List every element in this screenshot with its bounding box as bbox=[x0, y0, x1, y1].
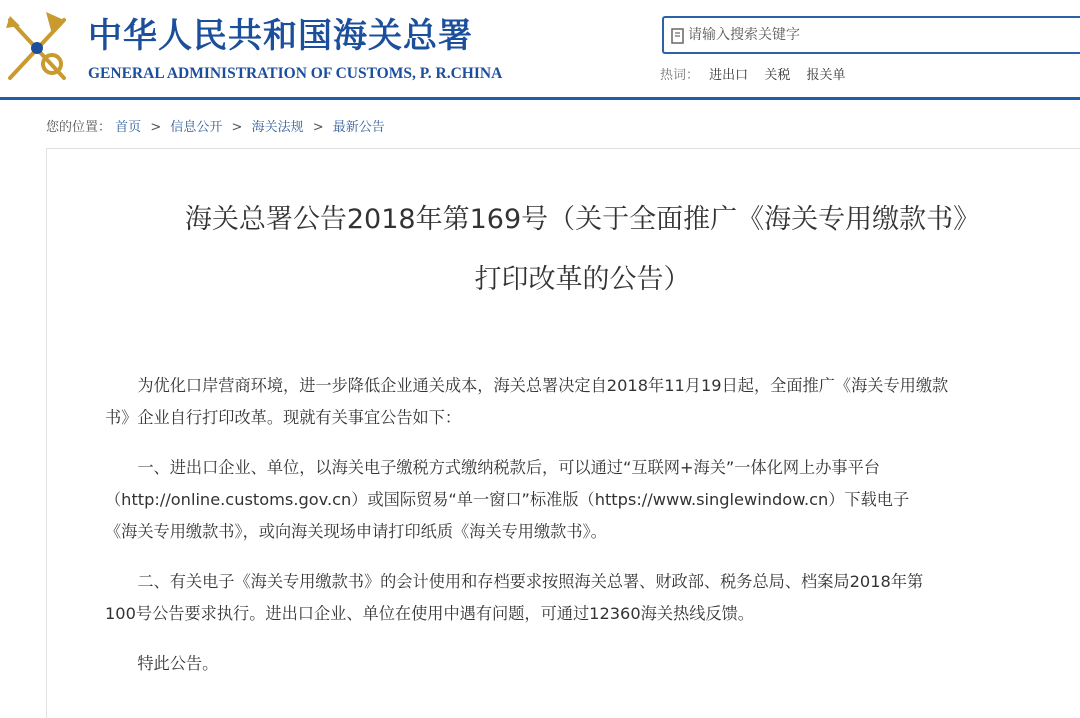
hotword-link[interactable]: 进出口 bbox=[709, 68, 749, 83]
breadcrumb-separator: > bbox=[150, 120, 162, 135]
article-title-line2: 打印改革的公告） bbox=[474, 264, 691, 295]
breadcrumb-separator: > bbox=[312, 120, 324, 135]
site-title-en[interactable]: GENERAL ADMINISTRATION OF CUSTOMS, P. R.CHINA bbox=[88, 65, 503, 82]
site-title-cn[interactable]: 中华人民共和国海关总署 bbox=[88, 16, 473, 56]
search-icon[interactable] bbox=[670, 28, 686, 44]
hotwords-label: 热词： bbox=[660, 68, 700, 83]
breadcrumb-prefix: 您的位置： bbox=[46, 120, 112, 135]
article-paragraph bbox=[105, 452, 1055, 548]
article-paragraph bbox=[105, 566, 1055, 630]
hotword-link[interactable]: 关税 bbox=[764, 68, 791, 83]
search-box[interactable] bbox=[662, 16, 1080, 54]
breadcrumb bbox=[46, 116, 385, 135]
article-paragraph bbox=[105, 648, 1055, 680]
breadcrumb-separator: > bbox=[231, 120, 243, 135]
customs-emblem-icon[interactable] bbox=[2, 6, 76, 86]
article-title-line1: 海关总署公告2018年第169号（关于全面推广《海关专用缴款书》 bbox=[184, 204, 981, 235]
search-input[interactable] bbox=[688, 23, 1068, 47]
breadcrumb-home-link[interactable]: 首页 bbox=[115, 120, 142, 135]
breadcrumb-info-link[interactable]: 信息公开 bbox=[170, 120, 223, 135]
article-text-line: 书》企业自行打印改革。现就有关事宜公告如下： bbox=[105, 408, 462, 427]
breadcrumb-regulations-link[interactable]: 海关法规 bbox=[251, 120, 304, 135]
article-text-line: 一、进出口企业、单位，以海关电子缴税方式缴纳税款后，可以通过“互联网+海关”一体化网上办事平台 bbox=[105, 458, 880, 477]
article-text-line: （http://online.customs.gov.cn）或国际贸易“单一窗口”标准版（https://www.singlewindow.cn）下载电子 bbox=[105, 490, 910, 509]
article-text-line: 为优化口岸营商环境，进一步降低企业通关成本，海关总署决定自2018年11月19日起，全面推广《海关专用缴款 bbox=[105, 376, 949, 395]
article-text-line: 二、有关电子《海关专用缴款书》的会计使用和存档要求按照海关总署、财政部、税务总局、档案局2018年第 bbox=[105, 572, 924, 591]
article-text-line: 特此公告。 bbox=[105, 654, 219, 673]
hotword-link[interactable]: 报关单 bbox=[806, 68, 846, 83]
article-body bbox=[105, 370, 1055, 698]
article-title bbox=[100, 190, 1065, 310]
article-paragraph bbox=[105, 370, 1055, 434]
hotwords bbox=[660, 64, 857, 83]
site-header bbox=[0, 0, 1080, 98]
article-text-line: 《海关专用缴款书》，或向海关现场申请打印纸质《海关专用缴款书》。 bbox=[105, 522, 607, 541]
article-text-line: 100号公告要求执行。进出口企业、单位在使用中遇有问题，可通过12360海关热线反馈。 bbox=[105, 604, 754, 623]
breadcrumb-latest-link[interactable]: 最新公告 bbox=[332, 120, 385, 135]
header-divider bbox=[0, 97, 1080, 100]
